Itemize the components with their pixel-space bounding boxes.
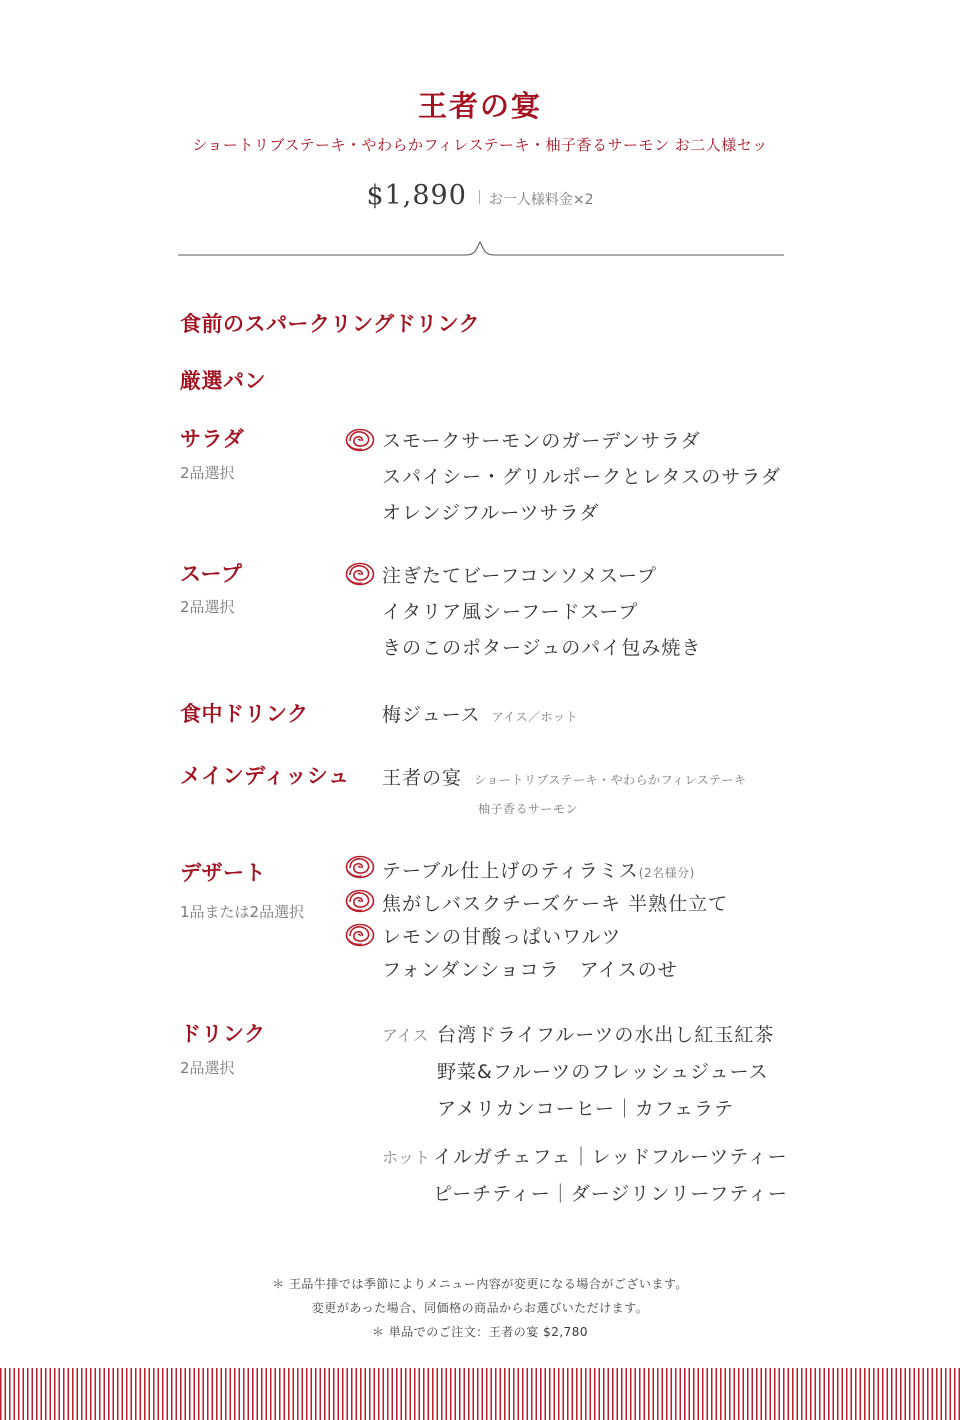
- section-dessert-sub: 1品または2品選択: [180, 903, 305, 921]
- drink-hot-item: ピーチティー｜ダージリンリーフティー: [433, 1183, 788, 1205]
- rose-icon: [345, 923, 375, 947]
- section-bread-label: 厳選パン: [180, 369, 266, 393]
- page-subtitle: ショートリブステーキ・やわらかフィレステーキ・柚子香るサーモン お二人様セッ: [192, 136, 768, 154]
- main-dish-note-2: 柚子香るサーモン: [478, 802, 579, 816]
- section-main-label: メインディッシュ: [180, 764, 350, 788]
- meal-drink-note: アイス／ホット: [491, 710, 579, 724]
- rose-icon: [345, 855, 375, 879]
- price-note: お一人様料金×2: [488, 192, 594, 208]
- drink-ice-tag: アイス: [382, 1026, 429, 1045]
- drink-hot-item: イルガチェフェ｜レッドフルーツティー: [433, 1146, 788, 1168]
- drink-ice-item: 台湾ドライフルーツの水出し紅玉紅茶: [437, 1024, 775, 1046]
- drink-ice-item: 野菜&フルーツのフレッシュジュース: [437, 1061, 769, 1083]
- meal-drink-name: 梅ジュース: [382, 704, 481, 726]
- drink-hot-tag: ホット: [382, 1148, 431, 1167]
- price-row: [0, 180, 960, 211]
- dessert-item: 焦がしバスクチーズケーキ 半熟仕立て: [382, 893, 729, 915]
- soup-item: 注ぎたてビーフコンソメスープ: [382, 565, 658, 587]
- section-salad-sub: 2品選択: [180, 464, 235, 482]
- salad-item: スパイシー・グリルポークとレタスのサラダ: [382, 466, 782, 488]
- rose-icon: [345, 562, 375, 586]
- price-separator: [479, 190, 480, 204]
- section-soup-label: スープ: [180, 562, 243, 586]
- header-divider: [178, 236, 784, 260]
- main-dish-note: ショートリブステーキ・やわらかフィレステーキ: [474, 773, 747, 787]
- dessert-item-note: (2名様分): [638, 866, 695, 880]
- drink-ice-item: アメリカンコーヒー｜カフェラテ: [437, 1098, 734, 1120]
- footer-note-3: ＊ 単品でのご注文：王者の宴 $2,780: [371, 1325, 589, 1339]
- footer-note-2: 変更があった場合、同価格の商品からお選びいただけます。: [311, 1301, 649, 1315]
- section-soup-sub: 2品選択: [180, 598, 235, 616]
- meal-drink-item: [382, 700, 578, 727]
- soup-item: イタリア風シーフードスープ: [382, 601, 639, 623]
- section-drink-sub: 2品選択: [180, 1059, 235, 1077]
- main-dish-name: 王者の宴: [382, 767, 463, 789]
- salad-item: スモークサーモンのガーデンサラダ: [382, 430, 701, 452]
- dessert-item-name: テーブル仕上げのティラミス: [382, 860, 639, 882]
- section-salad-label: サラダ: [180, 427, 245, 451]
- dessert-item: レモンの甘酸っぱいワルツ: [382, 926, 622, 948]
- rose-icon: [345, 889, 375, 913]
- rose-icon: [345, 428, 375, 452]
- page-title: 王者の宴: [417, 89, 542, 123]
- dessert-item: フォンダンショコラ アイスのせ: [382, 959, 678, 981]
- price: $1,890: [366, 180, 467, 211]
- main-dish-item: [382, 763, 747, 790]
- bottom-stripe-border: [0, 1368, 960, 1420]
- section-sparkling-label: 食前のスパークリングドリンク: [180, 312, 481, 336]
- section-drink-label: ドリンク: [180, 1022, 266, 1046]
- salad-item: オレンジフルーツサラダ: [382, 502, 600, 524]
- footer-note-1: ＊ 王品牛排では季節によりメニュー内容が変更になる場合がございます。: [272, 1277, 688, 1291]
- section-meal-drink-label: 食中ドリンク: [180, 702, 309, 726]
- soup-item: きのこのポタージュのパイ包み焼き: [382, 637, 702, 659]
- dessert-item: [382, 856, 695, 883]
- section-dessert-label: デザート: [180, 861, 266, 885]
